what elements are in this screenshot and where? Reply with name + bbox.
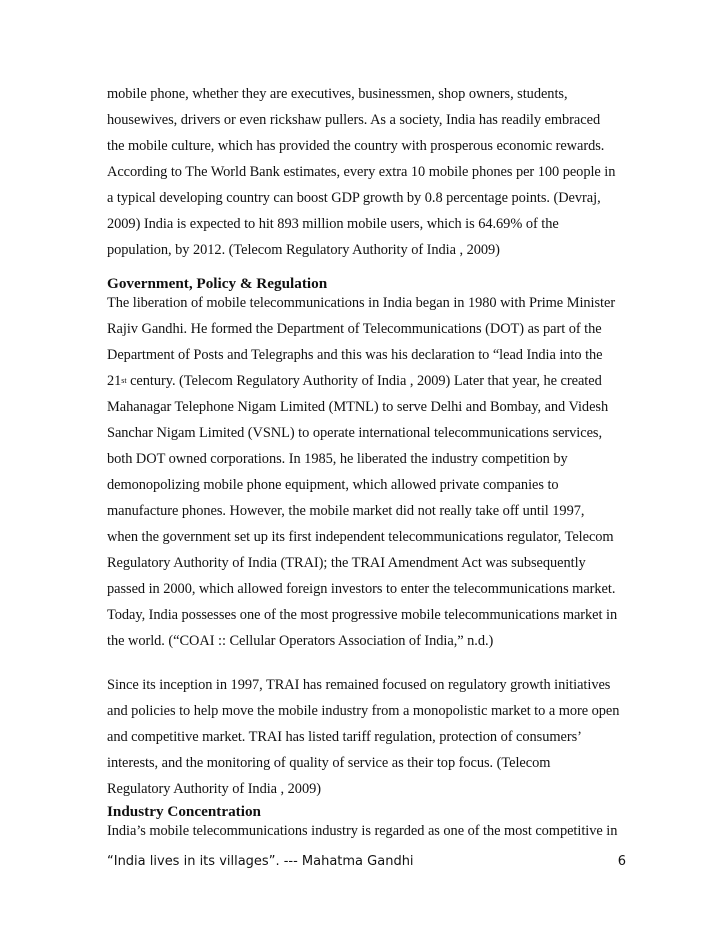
footer-quote: “India lives in its villages”. --- Mahatma Gandhi bbox=[107, 854, 414, 869]
paragraph-line: mobile phone, whether they are executives, businessmen, shop owners, students, bbox=[107, 86, 568, 102]
paragraph-line: Since its inception in 1997, TRAI has remained focused on regulatory growth initiatives bbox=[107, 677, 611, 693]
ordinal-suffix: st bbox=[121, 376, 127, 385]
paragraph-line: Today, India possesses one of the most progressive mobile telecommunications market in bbox=[107, 607, 618, 623]
section-heading: Government, Policy & Regulation bbox=[107, 275, 328, 292]
paragraph-line: The liberation of mobile telecommunications in India began in 1980 with Prime Minister bbox=[107, 295, 616, 311]
paragraph-line: both DOT owned corporations. In 1985, he liberated the industry competition by bbox=[107, 451, 568, 467]
paragraph-line: Sanchar Nigam Limited (VSNL) to operate international telecommunications services, bbox=[107, 425, 603, 441]
paragraph-line: when the government set up its first independent telecommunications regulator, Telecom bbox=[107, 529, 614, 545]
paragraph-line: manufacture phones. However, the mobile market did not really take off until 1997, bbox=[107, 503, 585, 519]
paragraph-line: India’s mobile telecommunications industry is regarded as one of the most competitive in bbox=[107, 823, 618, 839]
paragraph-line: According to The World Bank estimates, every extra 10 mobile phones per 100 people in bbox=[107, 164, 616, 180]
paragraph-line: a typical developing country can boost GDP growth by 0.8 percentage points. (Devraj, bbox=[107, 190, 601, 206]
paragraph-line: Rajiv Gandhi. He formed the Department of Telecommunications (DOT) as part of the bbox=[107, 321, 602, 337]
paragraph-line: Mahanagar Telephone Nigam Limited (MTNL) to serve Delhi and Bombay, and Videsh bbox=[107, 399, 609, 415]
paragraph-line: Department of Posts and Telegraphs and this was his declaration to “lead India into the bbox=[107, 347, 603, 363]
section-heading: Industry Concentration bbox=[107, 803, 261, 820]
paragraph-line: Regulatory Authority of India (TRAI); the TRAI Amendment Act was subsequently bbox=[107, 555, 586, 571]
paragraph-line: demonopolizing mobile phone equipment, which allowed private companies to bbox=[107, 477, 559, 493]
paragraph-line: the world. (“COAI :: Cellular Operators Association of India,” n.d.) bbox=[107, 633, 494, 649]
paragraph-line: and competitive market. TRAI has listed tariff regulation, protection of consumers’ bbox=[107, 729, 582, 745]
paragraph-line: population, by 2012. (Telecom Regulatory Authority of India , 2009) bbox=[107, 242, 500, 258]
paragraph-line bbox=[107, 373, 602, 390]
paragraph-line: Regulatory Authority of India , 2009) bbox=[107, 781, 321, 797]
paragraph-line: the mobile culture, which has provided the country with prosperous economic rewards. bbox=[107, 138, 605, 154]
century-line-rest: century. (Telecom Regulatory Authority of India , 2009) Later that year, he created bbox=[126, 373, 602, 389]
page-number: 6 bbox=[617, 854, 626, 869]
paragraph-line: passed in 2000, which allowed foreign investors to enter the telecommunications market. bbox=[107, 581, 616, 597]
paragraph-line: and policies to help move the mobile industry from a monopolistic market to a more open bbox=[107, 703, 620, 719]
paragraph-line: interests, and the monitoring of quality of service as their top focus. (Telecom bbox=[107, 755, 551, 771]
paragraph-line: 2009) India is expected to hit 893 million mobile users, which is 64.69% of the bbox=[107, 216, 559, 232]
century-number: 21 bbox=[107, 373, 122, 389]
paragraph-line: housewives, drivers or even rickshaw pullers. As a society, India has readily embraced bbox=[107, 112, 601, 128]
